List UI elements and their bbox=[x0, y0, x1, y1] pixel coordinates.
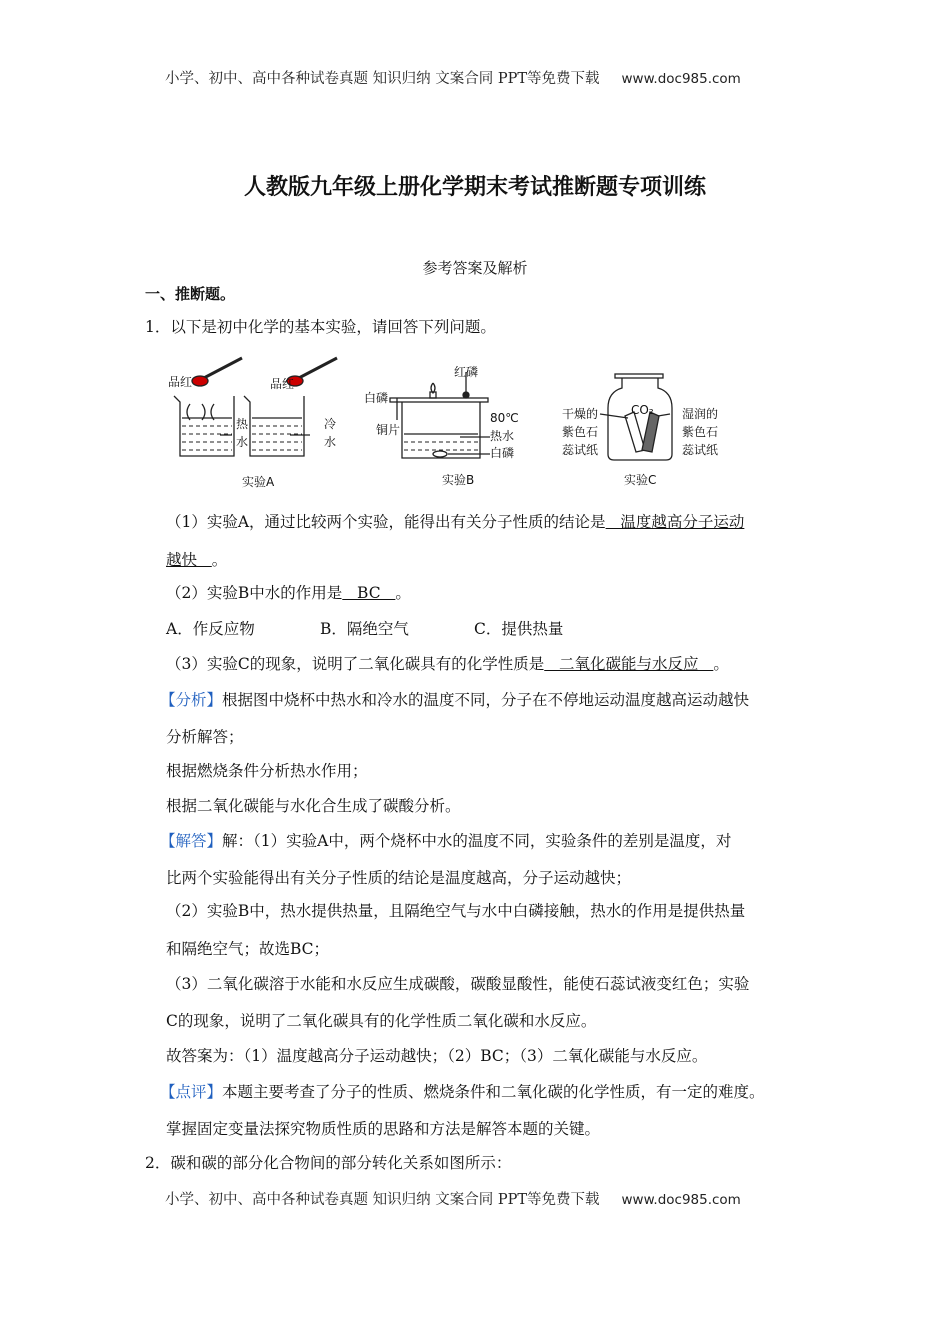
analysis-line-3: 根据燃烧条件分析热水作用； bbox=[166, 762, 368, 780]
page-header bbox=[165, 69, 741, 89]
solution-line-4: 和隔绝空气；故选BC； bbox=[166, 940, 330, 958]
solution-line-6: C的现象，说明了二氧化碳具有的化学性质二氧化碳和水反应。 bbox=[166, 1012, 597, 1030]
experiment-b bbox=[390, 372, 490, 458]
part3-answer: 二氧化碳能与水反应 bbox=[544, 655, 714, 673]
header-text: 小学、初中、高中各种试卷真题 知识归纳 文案合同 PPT等免费下载 bbox=[165, 71, 600, 87]
part1-end: 。 bbox=[211, 551, 228, 569]
experiment-a bbox=[174, 358, 337, 456]
experiment-figure bbox=[160, 350, 740, 495]
solution-line-3: （2）实验B中，热水提供热量，且隔绝空气与水中白磷接触，热水的作用是提供热量 bbox=[166, 902, 746, 920]
part1-answer: 温度越高分子运动 bbox=[605, 513, 745, 531]
analysis-line-1 bbox=[160, 690, 749, 710]
label-b-white-p-bottom: 白磷 bbox=[490, 446, 515, 460]
comment-text: 本题主要考查了分子的性质、燃烧条件和二氧化碳的化学性质，有一定的难度。 bbox=[222, 1083, 765, 1101]
footer-text: 小学、初中、高中各种试卷真题 知识归纳 文案合同 PPT等免费下载 bbox=[165, 1192, 600, 1208]
analysis-line-4: 根据二氧化碳能与水化合生成了碳酸分析。 bbox=[166, 797, 461, 815]
caption-b: 实验B bbox=[442, 473, 475, 487]
q1-part1-cont bbox=[166, 550, 227, 570]
part2-text: （2）实验B中水的作用是 bbox=[166, 584, 343, 602]
option-c: C．提供热量 bbox=[474, 620, 564, 638]
solution-text: 解：（1）实验A中，两个烧杯中水的温度不同，实验条件的差别是温度，对 bbox=[222, 832, 732, 850]
part1-text: （1）实验A，通过比较两个实验，能得出有关分子性质的结论是 bbox=[166, 513, 606, 531]
label-a-pinhong1: 品红 bbox=[168, 375, 193, 389]
header-site: www.doc985.com bbox=[621, 71, 741, 87]
part2-end: 。 bbox=[395, 584, 411, 602]
analysis-tag: 【分析】 bbox=[160, 691, 223, 709]
caption-c: 实验C bbox=[624, 473, 657, 487]
q2-stem: 2．碳和碳的部分化合物间的部分转化关系如图所示： bbox=[145, 1154, 512, 1172]
label-c-wet-1: 湿润的 bbox=[682, 407, 719, 421]
solution-line-5: （3）二氧化碳溶于水能和水反应生成碳酸，碳酸显酸性，能使石蕊试液变红色；实验 bbox=[166, 975, 750, 993]
label-a-hot: 热 bbox=[236, 417, 249, 431]
label-a-hot2: 水 bbox=[236, 435, 249, 449]
comment-line-1 bbox=[160, 1082, 765, 1102]
experiment-c bbox=[600, 374, 672, 460]
q1-part1 bbox=[166, 512, 744, 532]
part2-answer: BC bbox=[342, 584, 396, 602]
page-title: 人教版九年级上册化学期末考试推断题专项训练 bbox=[243, 175, 706, 200]
label-b-copper: 铜片 bbox=[376, 423, 401, 437]
option-b: B．隔绝空气 bbox=[320, 620, 409, 638]
solution-line-1 bbox=[160, 831, 731, 851]
caption-a: 实验A bbox=[242, 475, 275, 489]
part3-end: 。 bbox=[713, 655, 729, 673]
label-b-temp: 80℃ bbox=[490, 411, 519, 425]
footer-site: www.doc985.com bbox=[621, 1192, 741, 1208]
label-b-white-p-top: 白磷 bbox=[364, 391, 389, 405]
label-c-dry-2: 紫色石 bbox=[562, 425, 599, 439]
label-b-hot-water: 热水 bbox=[490, 429, 515, 443]
section-heading: 一、推断题。 bbox=[145, 285, 236, 303]
q1-part2 bbox=[166, 583, 411, 603]
label-c-dry-1: 干燥的 bbox=[562, 407, 599, 421]
option-a: A．作反应物 bbox=[166, 620, 255, 638]
q1-stem: 1．以下是初中化学的基本实验，请回答下列问题。 bbox=[145, 318, 496, 336]
solution-tag: 【解答】 bbox=[160, 832, 223, 850]
analysis-text: 根据图中烧杯中热水和冷水的温度不同，分子在不停地运动温度越高运动越快 bbox=[222, 691, 750, 709]
comment-tag: 【点评】 bbox=[160, 1083, 223, 1101]
label-c-gas: CO₂ bbox=[631, 403, 654, 417]
subtitle: 参考答案及解析 bbox=[422, 259, 528, 277]
analysis-line-2: 分析解答； bbox=[166, 728, 244, 746]
label-b-red-p: 红磷 bbox=[454, 365, 479, 379]
label-a-pinhong2: 品红 bbox=[270, 377, 295, 391]
label-a-cold2: 水 bbox=[324, 435, 337, 449]
page-footer bbox=[165, 1190, 741, 1210]
part1-answer-cont: 越快 bbox=[166, 551, 212, 569]
part3-text: （3）实验C的现象，说明了二氧化碳具有的化学性质是 bbox=[166, 655, 545, 673]
solution-line-2: 比两个实验能得出有关分子性质的结论是温度越高，分子运动越快； bbox=[166, 869, 632, 887]
label-a-cold: 冷 bbox=[324, 417, 337, 431]
label-c-wet-3: 蕊试纸 bbox=[682, 443, 719, 457]
label-c-dry-3: 蕊试纸 bbox=[562, 443, 599, 457]
comment-line-2: 掌握固定变量法探究物质性质的思路和方法是解答本题的关键。 bbox=[166, 1120, 601, 1138]
label-c-wet-2: 紫色石 bbox=[682, 425, 719, 439]
q1-part3 bbox=[166, 654, 729, 674]
solution-line-7: 故答案为：（1）温度越高分子运动越快；（2）BC；（3）二氧化碳能与水反应。 bbox=[166, 1047, 708, 1065]
